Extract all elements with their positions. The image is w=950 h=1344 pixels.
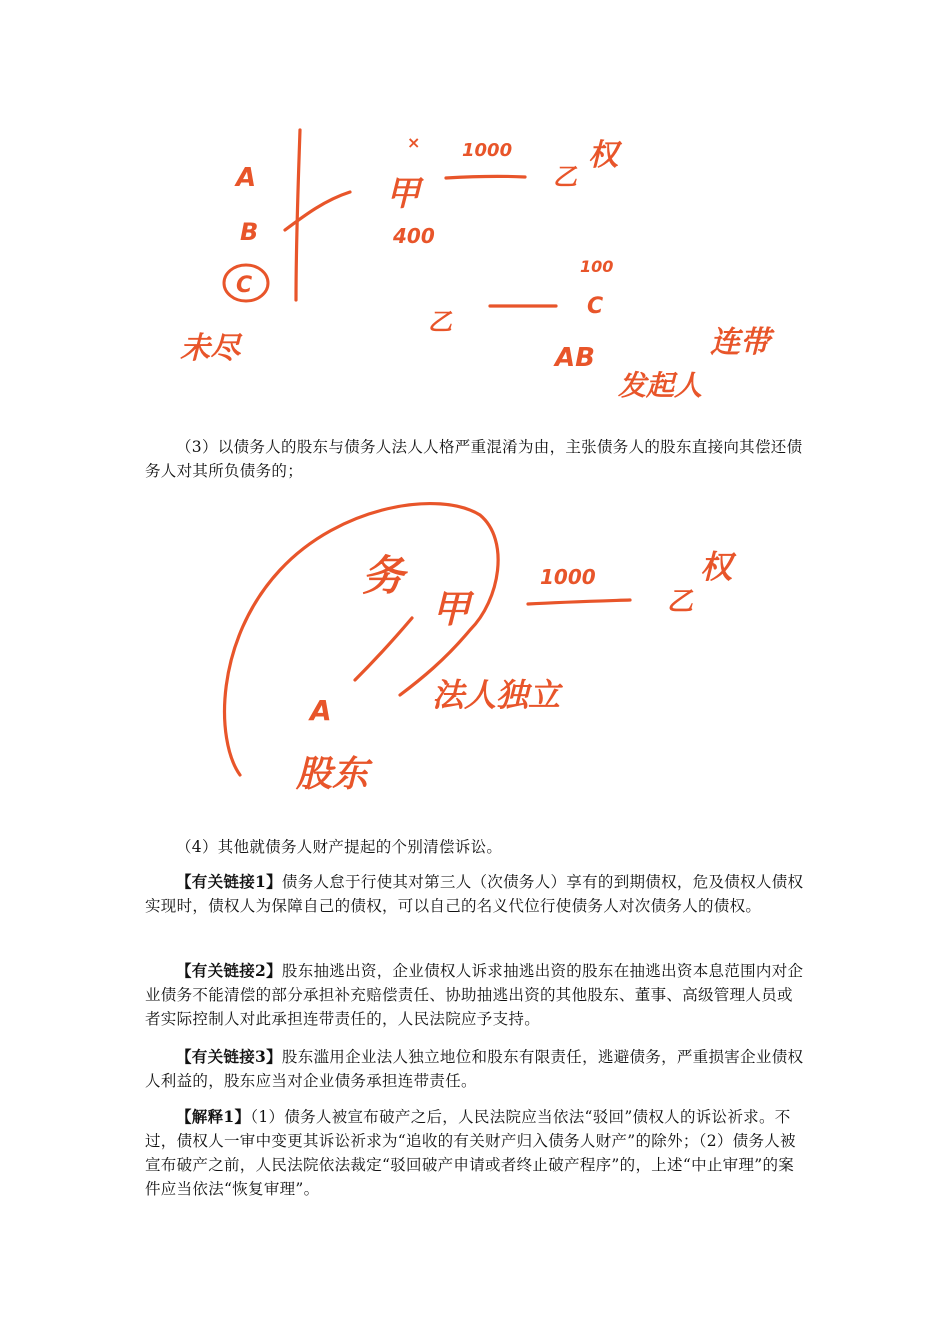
sketch1-label-liandai: 连带 xyxy=(710,325,770,360)
sketch1-cross-stroke xyxy=(285,192,350,230)
sketch1-label-weijin: 未尽 xyxy=(180,331,240,366)
sketch1-label-b: B xyxy=(240,218,259,246)
sketch1-label-100: 100 xyxy=(580,257,614,276)
sketch1-vertical-line xyxy=(296,130,300,300)
sketch1-label-1000: 1000 xyxy=(462,140,513,161)
sketch2-label-jia: 甲 xyxy=(432,587,471,631)
sketch1-label-ab: AB xyxy=(555,343,595,373)
sketch1-label-c-2: C xyxy=(587,294,604,319)
sketch2-label-a: A xyxy=(310,694,332,727)
sketch1-label-faqiren: 发起人 xyxy=(618,369,703,402)
sketch2-label-1000: 1000 xyxy=(540,565,596,589)
handwritten-diagram-2 xyxy=(0,495,950,815)
sketch2-label-farenduli: 法人独立 xyxy=(432,676,561,714)
sketch2-label-quan: 权 xyxy=(700,548,733,586)
related-link-1 xyxy=(145,870,807,918)
sketch1-label-jia: 甲 xyxy=(386,174,420,214)
related-link-2-text: 股东抽逃出资，企业债权人诉求抽逃出资的股东在抽逃出资本息范围内对企业债务不能清偿的部分承担补充赔偿责任、协助抽逃出资的其他股东、董事、高级管理人员或者实际控制人对此承担连带责任的，人民法院应予支持。 xyxy=(145,962,804,1028)
explanation-1 xyxy=(145,1105,807,1201)
sketch1-label-a: A xyxy=(236,163,257,193)
sketch2-label-yi: 乙 xyxy=(667,587,694,617)
related-link-1-tag: 【有关链接1】 xyxy=(176,872,282,891)
sketch1-label-quan: 权 xyxy=(588,138,618,173)
related-link-3-text: 股东滥用企业法人独立地位和股东有限责任，逃避债务，严重损害企业债权人利益的，股东应当对企业债务承担连带责任。 xyxy=(145,1048,804,1090)
explanation-1-text: （1）债务人被宣布破产之后，人民法院应当依法“驳回”债权人的诉讼祈求。不过，债权人一审中变更其诉讼祈求为“追收的有关财产归入债务人财产”的除外；（2）债务人被宣布破产之前，人民法院依法裁定“驳回破产申请或者终止破产程序”的，上述“中止审理”的案件应当依法“恢复审理”。 xyxy=(145,1108,796,1198)
sketch1-label-yi: 乙 xyxy=(553,163,577,191)
related-link-1-text: 债务人怠于行使其对第三人（次债务人）享有的到期债权，危及债权人债权实现时，债权人为保障自己的债权，可以自己的名义代位行使债务人对次债务人的债权。 xyxy=(145,873,804,915)
sketch1-label-yi-2: 乙 xyxy=(428,308,452,336)
related-link-3 xyxy=(145,1045,807,1093)
explanation-1-tag: 【解释1】 xyxy=(176,1107,251,1126)
related-link-3-tag: 【有关链接3】 xyxy=(176,1047,282,1066)
sketch2-loop xyxy=(225,504,499,775)
sketch2-line-1000 xyxy=(528,600,630,604)
sketch1-label-x: × xyxy=(407,133,421,152)
related-link-2-tag: 【有关链接2】 xyxy=(176,961,282,980)
paragraph-4: （4）其他就债务人财产提起的个别清偿诉讼。 xyxy=(176,838,503,856)
sketch1-line-1000 xyxy=(446,176,525,178)
sketch1-label-c: C xyxy=(236,273,253,298)
related-link-2 xyxy=(145,959,807,1031)
sketch2-label-wu: 务 xyxy=(362,551,405,600)
sketch2-diagonal-1 xyxy=(355,618,412,680)
handwritten-diagram-1 xyxy=(0,120,950,410)
sketch2-label-gudong: 股东 xyxy=(296,754,369,795)
paragraph-3: （3）以债务人的股东与债务人法人人格严重混淆为由，主张债务人的股东直接向其偿还债务人对其所负债务的； xyxy=(145,438,803,480)
sketch1-label-400: 400 xyxy=(393,224,435,248)
